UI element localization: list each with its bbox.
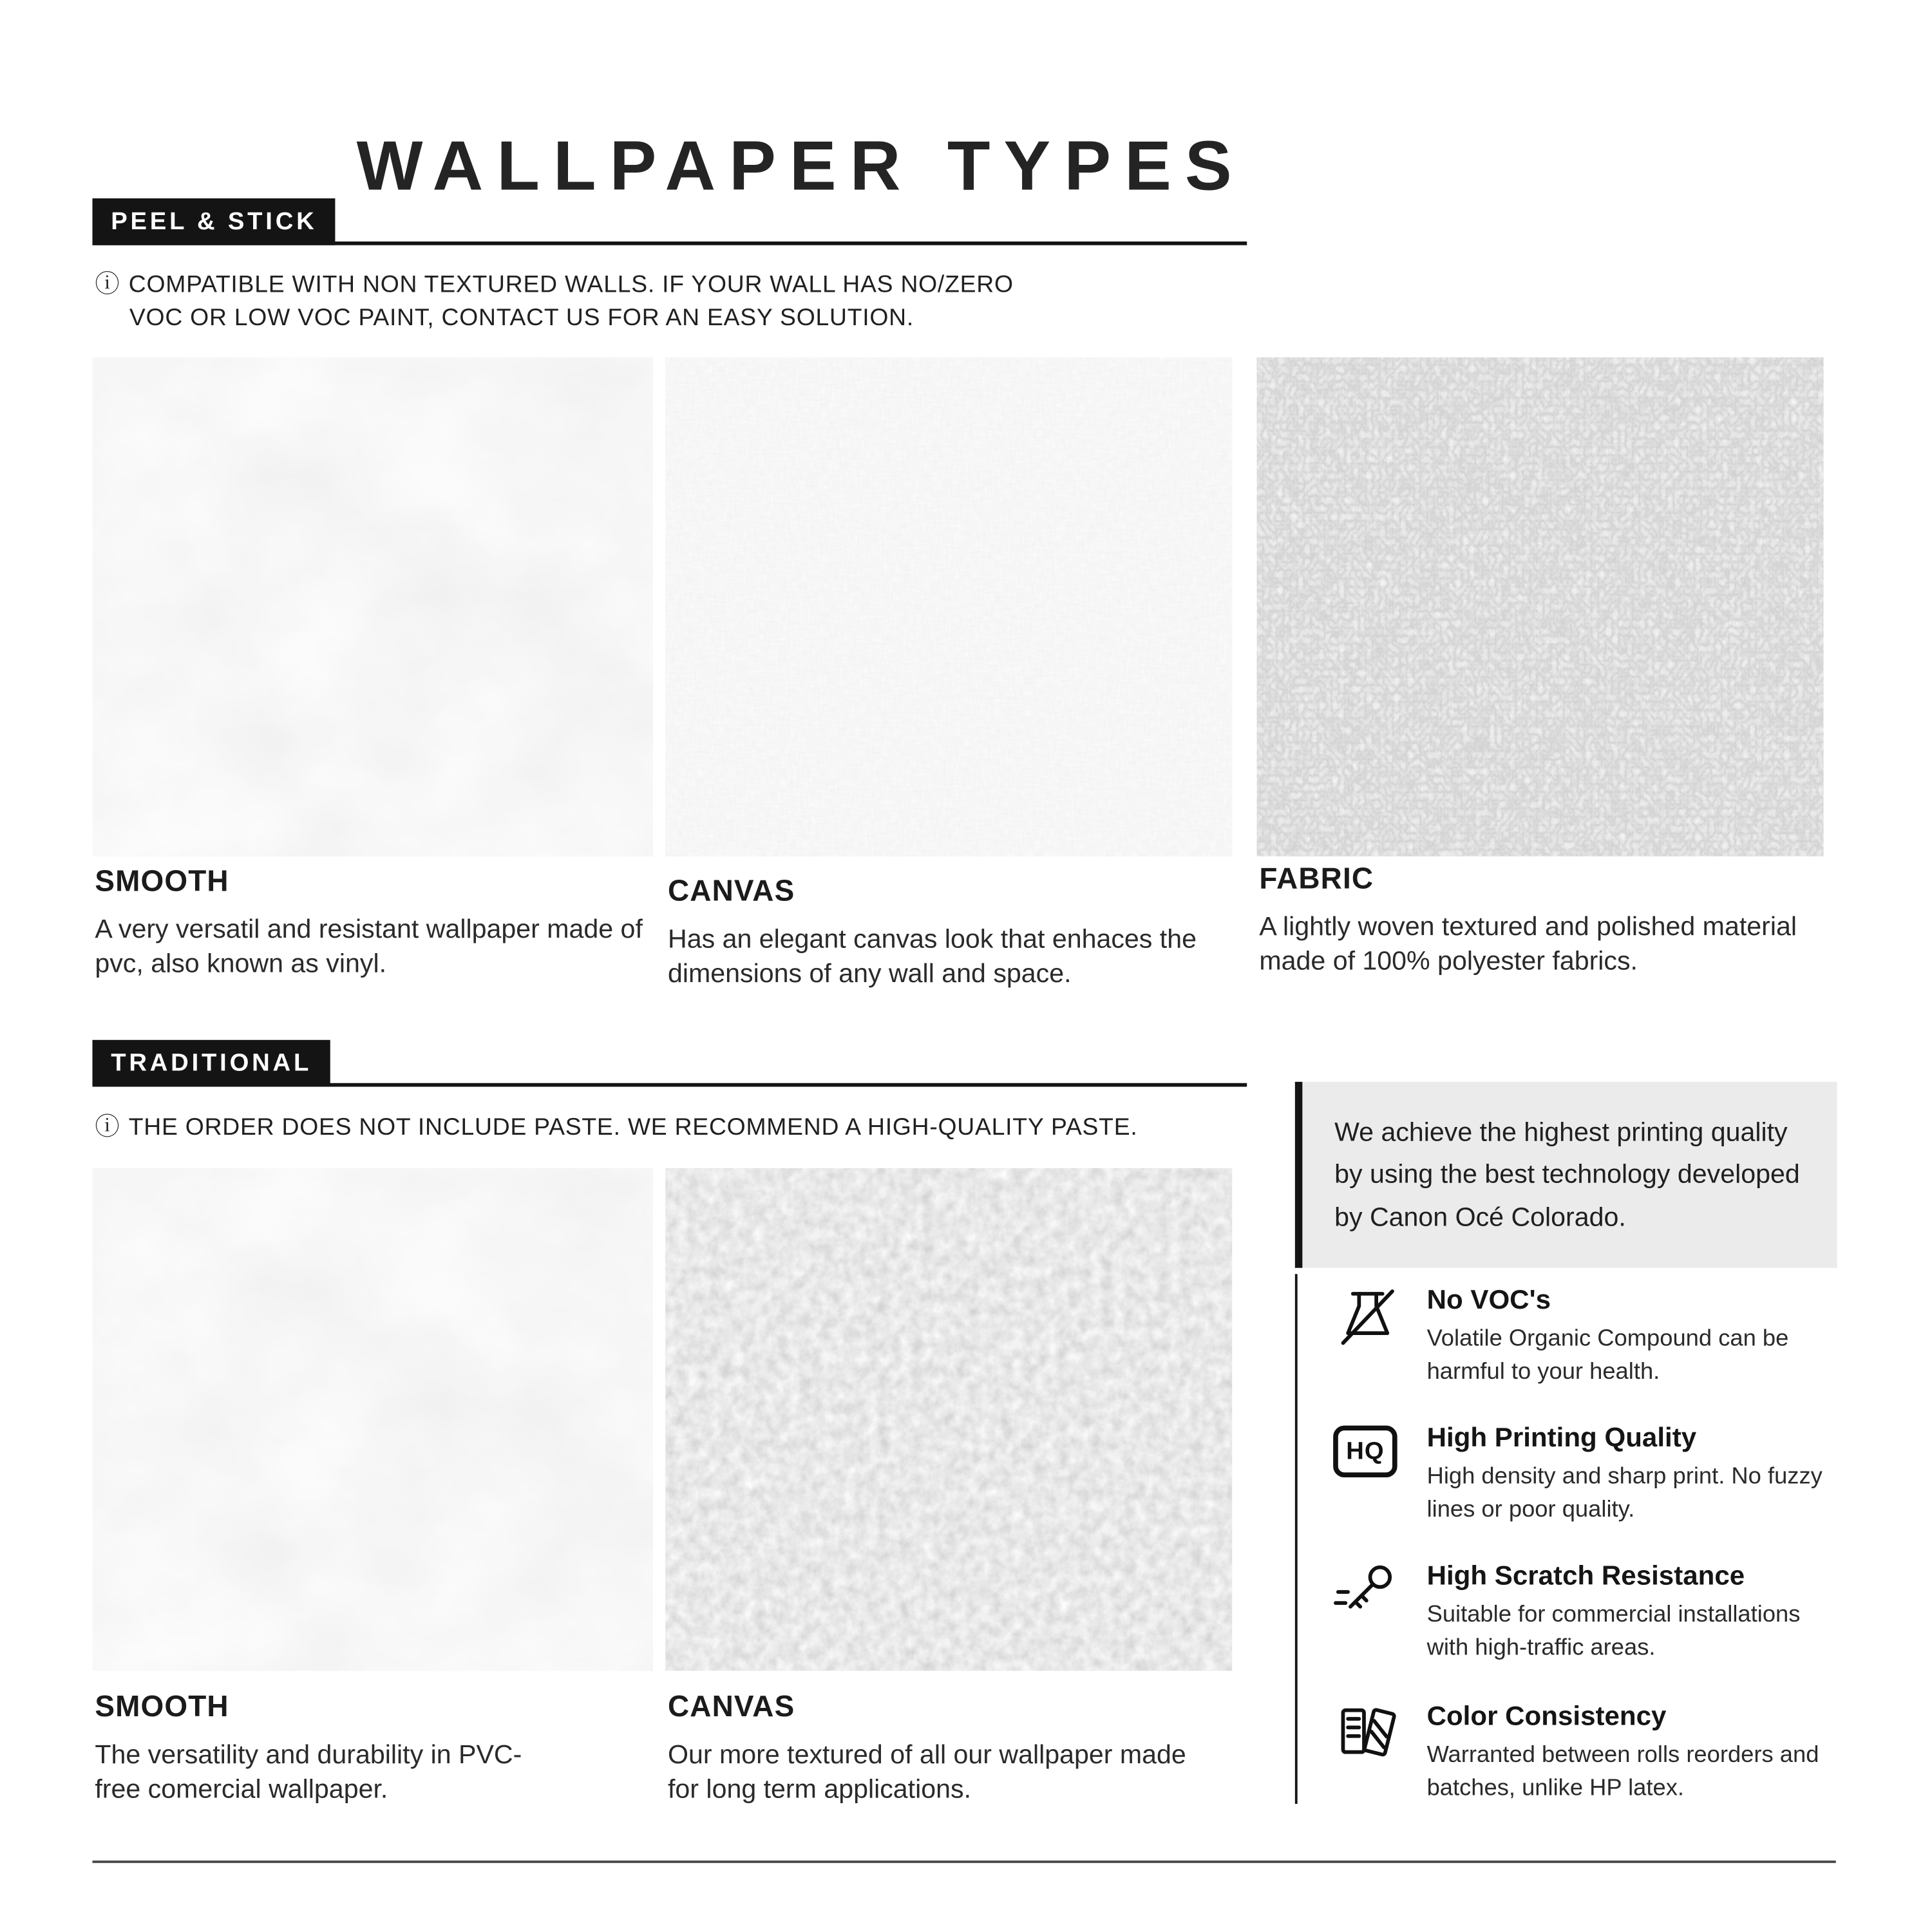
feature-no-voc — [1333, 1282, 1851, 1389]
printing-quality-callout — [1295, 1082, 1837, 1268]
peel-smooth-label — [95, 865, 656, 981]
info-icon: ⓘ — [95, 270, 120, 299]
peel-stick-note-line2: VOC OR LOW VOC PAINT, CONTACT US FOR AN EASY SOLUTION. — [129, 304, 914, 332]
peel-stick-section-rule — [92, 201, 1247, 245]
features-divider-line — [1295, 1274, 1298, 1804]
page-title: WALLPAPER TYPES — [356, 127, 1245, 206]
feature-title: No VOC's — [1426, 1283, 1551, 1315]
feature-desc: Suitable for commercial installations with high-traffic areas. — [1426, 1602, 1801, 1661]
hq-badge-text: HQ — [1333, 1426, 1397, 1477]
swatch-title: CANVAS — [667, 1690, 795, 1724]
feature-desc: High density and sharp print. No fuzzy lines or poor quality. — [1426, 1463, 1823, 1523]
traditional-smooth-label — [95, 1690, 563, 1807]
no-voc-icon — [1333, 1282, 1402, 1350]
swatch-title: FABRIC — [1259, 862, 1374, 896]
feature-scratch-resistance — [1333, 1557, 1851, 1665]
key-scratch-icon — [1333, 1557, 1402, 1626]
peel-fabric-swatch-image — [1257, 357, 1824, 857]
feature-color-consistency — [1333, 1698, 1851, 1805]
printing-quality-text: We achieve the highest printing quality by using the best technology developed by Canon Océ Colorado. — [1334, 1117, 1800, 1232]
traditional-smooth-swatch-image — [92, 1168, 653, 1671]
feature-title: High Scratch Resistance — [1426, 1560, 1745, 1591]
peel-stick-note-line1: ⓘ COMPATIBLE WITH NON TEXTURED WALLS. IF YOUR WALL HAS NO/ZERO — [95, 270, 1014, 299]
traditional-section-label: TRADITIONAL — [92, 1040, 330, 1087]
swatch-desc: A very versatil and resistant wallpaper made of pvc, also known as vinyl. — [95, 914, 643, 979]
peel-canvas-label — [668, 875, 1235, 991]
feature-desc: Volatile Organic Compound can be harmful to your health. — [1426, 1325, 1789, 1385]
traditional-note — [95, 1112, 1137, 1145]
traditional-section-rule — [92, 1043, 1247, 1087]
feature-high-printing-quality — [1333, 1419, 1851, 1527]
info-icon: ⓘ — [95, 1113, 120, 1141]
swatch-title: SMOOTH — [95, 1690, 229, 1724]
swatch-desc: The versatility and durability in PVC-free comercial wallpaper. — [95, 1739, 522, 1804]
peel-stick-note — [95, 269, 1013, 334]
bottom-rule — [92, 1861, 1835, 1863]
hq-badge-icon — [1333, 1419, 1402, 1488]
swatch-title: SMOOTH — [95, 865, 229, 898]
peel-smooth-swatch-image — [92, 357, 653, 857]
swatch-desc: Has an elegant canvas look that enhaces the dimensions of any wall and space. — [667, 923, 1197, 989]
traditional-note-line: ⓘ THE ORDER DOES NOT INCLUDE PASTE. WE RECOMMEND A HIGH-QUALITY PASTE. — [95, 1113, 1138, 1141]
swatch-desc: A lightly woven textured and polished material made of 100% polyester fabrics. — [1259, 911, 1797, 977]
traditional-canvas-swatch-image — [665, 1168, 1232, 1671]
traditional-canvas-label — [668, 1690, 1210, 1807]
peel-stick-section-label: PEEL & STICK — [92, 198, 336, 245]
peel-canvas-swatch-image — [665, 357, 1232, 857]
feature-title: High Printing Quality — [1426, 1421, 1697, 1453]
color-swatches-icon — [1333, 1698, 1402, 1766]
feature-title: Color Consistency — [1426, 1700, 1667, 1732]
swatch-title: CANVAS — [667, 875, 795, 909]
feature-desc: Warranted between rolls reorders and batches, unlike HP latex. — [1426, 1742, 1819, 1801]
peel-fabric-label — [1259, 862, 1826, 979]
swatch-desc: Our more textured of all our wallpaper made for long term applications. — [667, 1739, 1186, 1804]
